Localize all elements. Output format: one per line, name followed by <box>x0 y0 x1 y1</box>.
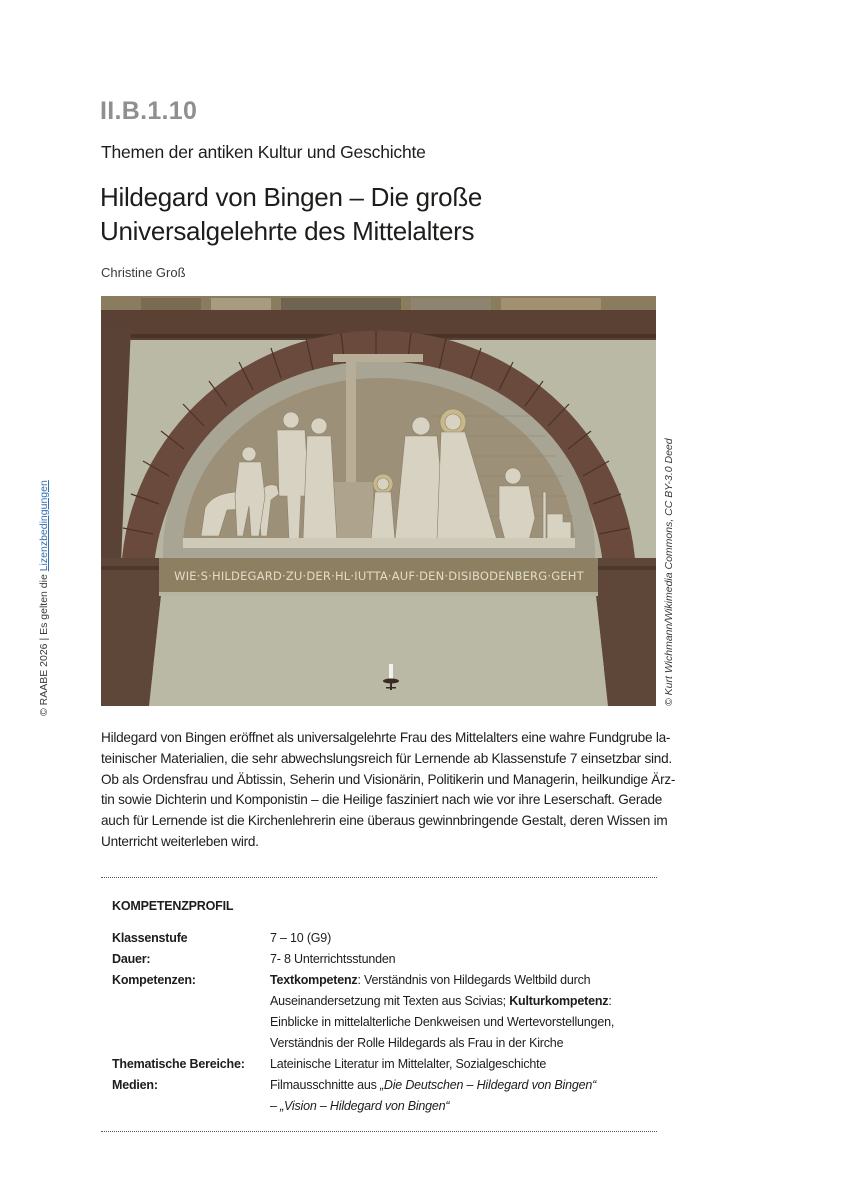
title-line-1: Hildegard von Bingen – Die große <box>100 182 483 212</box>
kp-value-line: Verständnis der Rolle Hildegards als Frau in der Kirche <box>270 1036 564 1050</box>
kp-text: Auseinandersetzung mit Texten aus Scivias; <box>270 994 510 1008</box>
kp-label: Dauer: <box>112 952 151 966</box>
intro-line: Hildegard von Bingen eröffnet als universalgelehrte Frau des Mittelalters eine wahre Fundgrube la- <box>101 730 671 745</box>
kp-value-text: 7- 8 Unterrichtsstunden <box>270 952 396 966</box>
kompetenzprofil-heading: KOMPETENZPROFIL <box>112 899 234 913</box>
kp-value <box>270 970 660 1054</box>
kp-value-line <box>270 991 660 1012</box>
divider-bottom <box>101 1131 657 1132</box>
divider-top <box>101 877 657 878</box>
inscription-text: WIE·S·HILDEGARD·ZU·DER·HL·IUTTA·AUF·DEN·DISIBODENBERG·GEHT <box>174 569 584 583</box>
kp-value-line <box>270 1075 660 1096</box>
intro-line: Ob als Ordensfrau und Äbtissin, Seherin und Visionärin, Politikerin und Managerin, heilkundige Ärz- <box>101 771 676 787</box>
kp-value-line <box>270 1096 660 1117</box>
textkompetenz-term: Textkompetenz <box>270 973 358 987</box>
kp-text: : Verständnis von Hildegards Weltbild durch <box>357 973 591 987</box>
kp-label: Klassenstufe <box>112 931 188 945</box>
license-link[interactable]: Lizenzbedingungen <box>38 480 50 572</box>
intro-paragraph <box>101 728 676 853</box>
kp-label: Thematische Bereiche: <box>112 1057 245 1071</box>
kp-value <box>270 1075 660 1117</box>
intro-line: tin sowie Dichterin und Komponistin – die Heilige fasziniert nach wie vor ihre Leserschaft. Gerade <box>101 792 663 808</box>
intro-line: Unterricht weiterleben wird. <box>101 833 259 849</box>
kp-value-text: 7 – 10 (G9) <box>270 931 332 945</box>
kp-label: Medien: <box>112 1078 158 1092</box>
intro-line: teinischer Materialien, die sehr abwechslungsreich für Lernende ab Klassenstufe 7 einsetzbar sind. <box>101 750 672 766</box>
kp-text: Filmausschnitte aus <box>270 1078 380 1092</box>
copyright-text: © RAABE 2026 | Es gelten die <box>38 571 50 716</box>
film-title: „Vision – Hildegard von Bingen“ <box>280 1099 450 1113</box>
kp-value-text: Lateinische Literatur im Mittelalter, Sozialgeschichte <box>270 1057 547 1071</box>
subject-line: Themen der antiken Kultur und Geschichte <box>101 142 426 162</box>
page-title <box>100 180 482 248</box>
author: Christine Groß <box>101 265 186 280</box>
kp-value-line <box>270 970 660 991</box>
copyright-note <box>38 480 50 716</box>
kp-value <box>270 1054 660 1075</box>
photo-credit: © Kurt Wichmann/Wikimedia Commons, CC BY-3.0 Deed <box>663 438 675 706</box>
intro-line: auch für Lernende ist die Kirchenlehrerin eine überaus gewinnbringende Gestalt, deren Wissen im <box>101 813 668 829</box>
kp-text: : <box>608 994 612 1008</box>
module-code: II.B.1.10 <box>100 97 198 125</box>
kp-value-line: Einblicke in mittelalterliche Denkweisen und Wertevorstellungen, <box>270 1015 615 1029</box>
kp-label: Kompetenzen: <box>112 973 196 987</box>
kp-value <box>270 928 660 949</box>
film-title: „Die Deutschen – Hildegard von Bingen“ <box>379 1078 597 1092</box>
title-line-2: Universalgelehrte des Mittelalters <box>100 216 475 246</box>
kp-text: – <box>270 1099 281 1113</box>
kulturkompetenz-term: Kulturkompetenz <box>509 994 609 1008</box>
kp-value <box>270 949 660 970</box>
tympanum-photo <box>101 296 656 706</box>
